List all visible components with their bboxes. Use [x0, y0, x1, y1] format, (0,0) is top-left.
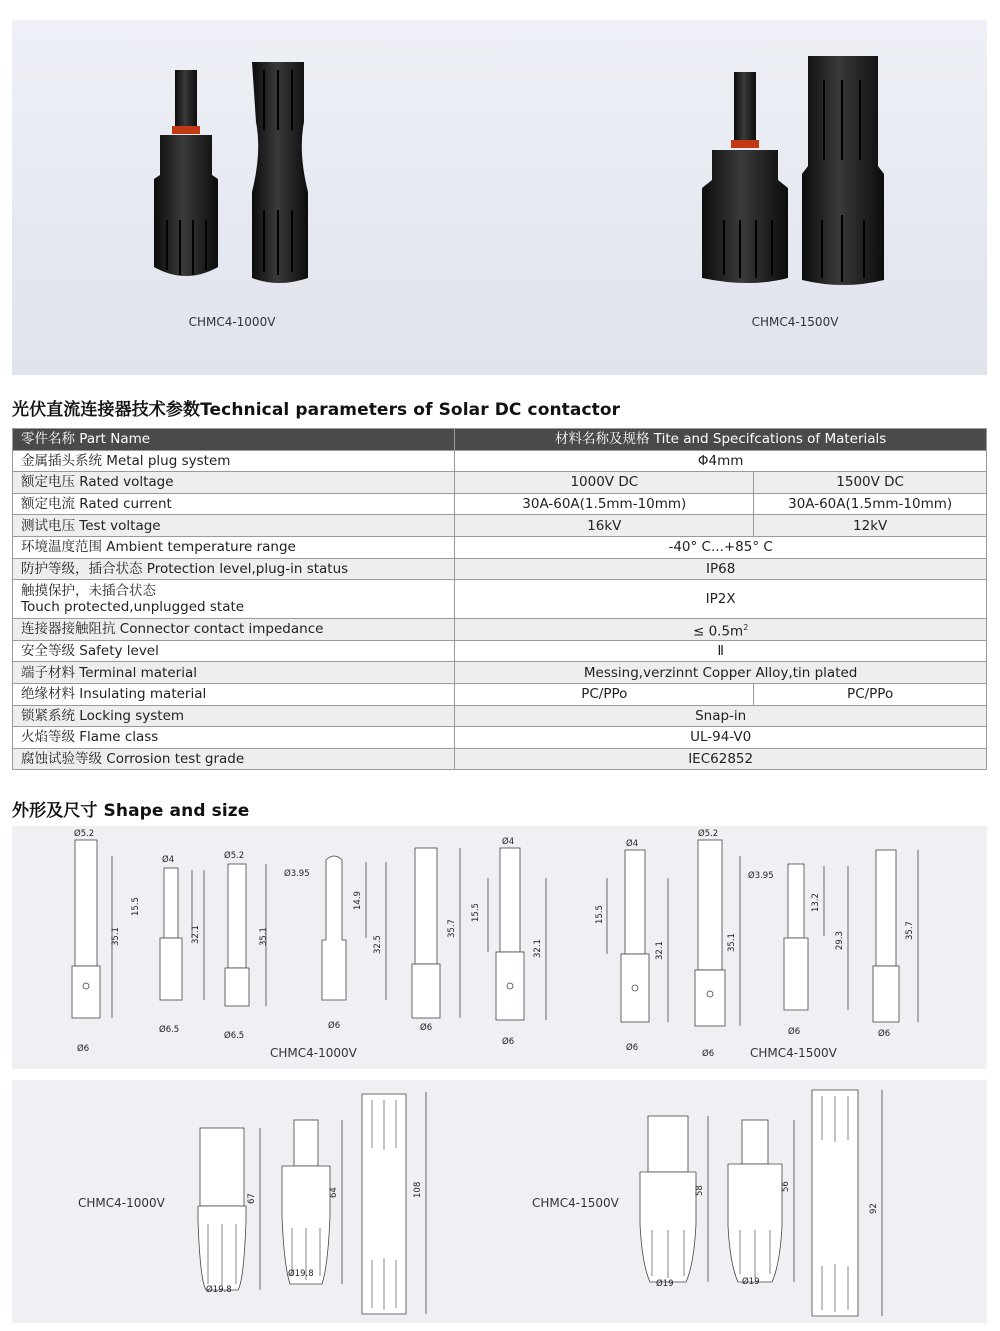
dim-label: 92: [869, 1203, 879, 1214]
table-row: [13, 619, 987, 641]
dim-label: 29.3: [835, 931, 845, 950]
table-row: [13, 683, 987, 705]
row-value: Snap-in: [455, 705, 987, 727]
female-connector-1500v-image: [802, 56, 884, 285]
table-row: [13, 558, 987, 580]
dim-label: 32.1: [191, 925, 201, 944]
row-value-1500v: 12kV: [754, 515, 987, 537]
label-1500v: CHMC4-1500V: [750, 1046, 837, 1060]
row-name: 安全等级 Safety level: [13, 640, 455, 662]
dim-label: Ø6: [626, 1043, 639, 1053]
mated-assembly-1500v: [812, 1090, 882, 1316]
dim-label: 35.1: [727, 933, 737, 952]
dim-label: Ø6: [77, 1044, 90, 1054]
dim-label: 15.5: [131, 897, 141, 916]
tech-params-table: [12, 428, 987, 770]
dim-label: 35.1: [259, 927, 269, 946]
dim-label: Ø3.95: [284, 869, 310, 879]
row-value: IP2X: [455, 580, 987, 619]
table-row: [13, 748, 987, 770]
dim-label: Ø6: [702, 1049, 715, 1059]
dim-label: Ø6: [328, 1021, 341, 1031]
dim-label: 32.5: [373, 935, 383, 954]
dim-label: Ø6: [502, 1037, 515, 1047]
row-value-1500v: PC/PPo: [754, 683, 987, 705]
impedance-superscript: 2: [743, 622, 749, 632]
dim-label: Ø6: [878, 1029, 891, 1039]
impedance-value: ≤ 0.5m: [692, 623, 744, 640]
row-name: 金属插头系统 Metal plug system: [13, 450, 455, 472]
male-assembly-1000v: [282, 1120, 342, 1284]
dimension-drawings-panel: [12, 826, 987, 1069]
row-name: 防护等级，插合状态 Protection level,plug-in status: [13, 558, 455, 580]
table-row: [13, 493, 987, 515]
row-name: 额定电流 Rated current: [13, 493, 455, 515]
dim-label: Ø6: [420, 1023, 433, 1033]
dim-label: Ø5.2: [224, 851, 245, 861]
dim-label: Ø5.2: [74, 829, 95, 839]
pin-drawing-7: [595, 838, 668, 1053]
row-name: 连接器接触阻抗 Connector contact impedance: [13, 619, 455, 641]
table-row: [13, 536, 987, 558]
dim-label: Ø5.2: [698, 829, 719, 839]
pin-drawing-1: [72, 828, 121, 1054]
table-header-row: [13, 429, 987, 451]
header-part-name: 零件名称 Part Name: [13, 429, 455, 451]
table-row: [13, 705, 987, 727]
mated-assembly-1000v: [362, 1092, 426, 1314]
row-value-1000v: 16kV: [455, 515, 754, 537]
dim-label: 14.9: [353, 891, 363, 910]
female-connector-1000v-image: [252, 62, 308, 283]
row-name: 锁紧系统 Locking system: [13, 705, 455, 727]
dim-label: 35.1: [111, 927, 121, 946]
dim-label: Ø4: [626, 839, 639, 849]
pin-drawing-2: [131, 854, 204, 1035]
dim-label: 15.5: [471, 903, 481, 922]
row-name: 测试电压 Test voltage: [13, 515, 455, 537]
dim-label: Ø19: [656, 1279, 674, 1289]
row-name: 腐蚀试验等级 Corrosion test grade: [13, 748, 455, 770]
dim-label: Ø4: [502, 837, 515, 847]
row-name: 环境温度范围 Ambient temperature range: [13, 536, 455, 558]
row-value: -40° C...+85° C: [455, 536, 987, 558]
dim-label: 64: [329, 1187, 339, 1198]
row-name: 绝缘材料 Insulating material: [13, 683, 455, 705]
row-value: IEC62852: [455, 748, 987, 770]
dim-label: 58: [695, 1185, 705, 1196]
row-value: [455, 619, 987, 641]
row-value-1500v: 1500V DC: [754, 472, 987, 494]
row-name-line1: 触摸保护，未插合状态: [21, 583, 156, 600]
row-name: 火焰等级 Flame class: [13, 727, 455, 749]
female-assembly-1500v: [640, 1116, 708, 1289]
table-row: [13, 515, 987, 537]
row-value-1500v: 30A-60A(1.5mm-10mm): [754, 493, 987, 515]
dim-label: Ø6: [788, 1027, 801, 1037]
row-value-1000v: PC/PPo: [455, 683, 754, 705]
label-1500v: CHMC4-1500V: [532, 1196, 619, 1210]
caption-1000v: CHMC4-1000V: [188, 315, 276, 329]
pin-drawing-3: [224, 850, 269, 1041]
pin-drawing-10: [873, 850, 918, 1039]
table-row: [13, 727, 987, 749]
product-photo-panel: [12, 20, 987, 375]
pin-drawing-8: [695, 828, 740, 1059]
male-assembly-1500v: [728, 1120, 794, 1287]
connector-photos: [12, 20, 987, 375]
dim-label: 32.1: [655, 941, 665, 960]
table-row: [13, 662, 987, 684]
dim-label: 15.5: [595, 905, 605, 924]
table-row: [13, 450, 987, 472]
row-value-1000v: 1000V DC: [455, 472, 754, 494]
row-value: IP68: [455, 558, 987, 580]
row-value: UL-94-V0: [455, 727, 987, 749]
tech-params-title: 光伏直流连接器技术参数Technical parameters of Solar DC contactor: [12, 400, 621, 420]
row-name: 额定电压 Rated voltage: [13, 472, 455, 494]
female-assembly-1000v: [198, 1128, 260, 1295]
assembly-drawings: [12, 1080, 987, 1323]
caption-1500v: CHMC4-1500V: [751, 315, 839, 329]
assembly-drawings-panel: [12, 1080, 987, 1323]
table-row: [13, 472, 987, 494]
dim-label: Ø6.5: [159, 1025, 180, 1035]
dim-label: 56: [781, 1181, 791, 1192]
male-connector-1000v-image: [154, 70, 218, 276]
dim-label: Ø19: [742, 1277, 760, 1287]
row-name: [13, 580, 455, 619]
row-name: 端子材料 Terminal material: [13, 662, 455, 684]
header-spec: 材料名称及规格 Tite and Specifcations of Materials: [455, 429, 987, 451]
pin-drawing-9: [748, 864, 848, 1037]
row-name-line2: Touch protected,unplugged state: [21, 599, 245, 616]
table-row: [13, 640, 987, 662]
dim-label: Ø4: [162, 855, 175, 865]
dim-label: 35.7: [447, 919, 457, 938]
dim-label: Ø3.95: [748, 871, 774, 881]
row-value: Ⅱ: [455, 640, 987, 662]
dim-label: 35.7: [905, 921, 915, 940]
dim-label: 32.1: [533, 939, 543, 958]
dim-label: Ø19.8: [206, 1285, 232, 1295]
dim-label: 108: [413, 1181, 423, 1198]
pin-drawing-6: [471, 836, 546, 1047]
label-1000v: CHMC4-1000V: [270, 1046, 357, 1060]
table-row: [13, 580, 987, 619]
dim-label: 13.2: [811, 893, 821, 912]
shape-size-title: 外形及尺寸 Shape and size: [12, 801, 250, 821]
pin-drawing-5: [412, 848, 460, 1033]
dimension-drawings: [12, 826, 987, 1069]
row-value: Messing,verzinnt Copper Alloy,tin plated: [455, 662, 987, 684]
dim-label: Ø19.8: [288, 1269, 314, 1279]
row-value: Φ4mm: [455, 450, 987, 472]
label-1000v: CHMC4-1000V: [78, 1196, 165, 1210]
dim-label: Ø6.5: [224, 1031, 245, 1041]
pin-drawing-4: [284, 856, 386, 1031]
row-value-1000v: 30A-60A(1.5mm-10mm): [455, 493, 754, 515]
male-connector-1500v-image: [702, 72, 788, 283]
dim-label: 67: [247, 1193, 257, 1204]
